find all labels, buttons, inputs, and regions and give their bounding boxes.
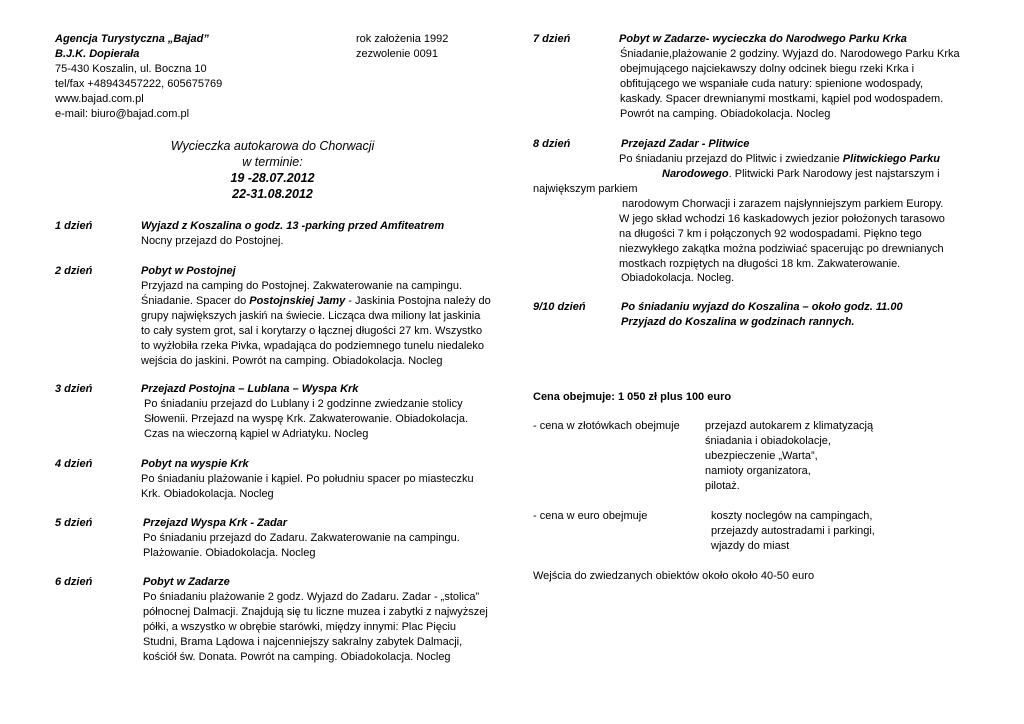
day-text: Studni, Brama Lądowa i najcenniejszy sakralny zabytek Dalmacji, [143,636,463,648]
price-heading: Cena obejmuje: 1 050 zł plus 100 euro [533,391,732,403]
day-heading: Przejazd Zadar - Plitwice [621,138,750,150]
day-heading: Przejazd Wyspa Krk - Zadar [143,517,288,529]
day-label: 3 dzień [55,383,93,395]
day-text: obfitującego we wspaniałe cuda natury: spienione wodospady, [620,78,924,90]
day-text: Nocny przejazd do Postojnej. [141,235,284,247]
title-line: Wycieczka autokarowa do Chorwacji [170,139,375,153]
price-eur-item: koszty noclegów na campingach, [711,510,873,522]
day-heading: Pobyt w Zadarze [143,576,230,588]
day-heading: Pobyt w Zadarze- wycieczka do Narodwego Parku Krka [619,33,907,45]
day-text-part: Po śniadaniu przejazd do Plitwic i zwiedzanie [619,153,843,165]
day-heading: Pobyt na wyspie Krk [141,458,249,470]
day-text: kaskady. Spacer drewnianymi mostkami, kąpiel pod wodospadem. [620,93,944,105]
day-text-part: Śniadanie. Spacer do [141,295,250,307]
day-label: 5 dzień [55,517,93,529]
day-text: grupy największych jaskiń na świecie. Licząca dwa miliony lat jaskinia [141,310,481,322]
price-pln-label: - cena w złotówkach obejmuje [533,420,680,432]
day-label: 8 dzień [533,138,571,150]
entry-fee-note: Wejścia do zwiedzanych obiektów około około 40-50 euro [533,570,815,582]
day-text-highlight: Plitwickiego Parku [842,153,940,165]
day-text: Krk. Obiadokolacja. Nocleg [141,488,274,500]
day-text: Przyjazd na camping do Postojnej. Zakwaterowanie na campingu. [141,280,463,292]
day-text: to cały system grot, sal i korytarzy o łącznej długości 27 km. Wszystko [141,325,483,337]
day-text-part: - Jaskinia Postojna należy do [345,295,491,307]
day-label: 2 dzień [55,265,93,277]
day-text: to wyżłobiła rzeka Pivka, wpadająca do podziemnego tunelu niedaleko [141,340,485,352]
agency-owner: B.J.K. Dopierała [55,48,140,60]
day-label: 6 dzień [55,576,93,588]
price-eur-item: wjazdy do miast [711,540,790,552]
day-heading: Po śniadaniu wyjazd do Koszalina – około godz. 11.00 [621,301,903,313]
price-pln-item: pilotaż. [705,480,740,492]
day-text: Po śniadaniu przejazd do Lublany i 2 godzinne zwiedzanie stolicy [144,398,463,410]
day-text: narodowym Chorwacji i zarazem najsłynniejszym parkiem Europy. [622,198,944,210]
day-text [141,294,491,309]
title-date: 22-31.08.2012 [232,187,313,201]
day-text-highlight: Postojnskiej Jamy [249,295,346,307]
day-text: Po śniadaniu przejazd do Zadaru. Zakwaterowanie na campingu. [143,532,460,544]
day-text: mostkach rozpiętych na długości 18 km. Zakwaterowanie. [619,258,901,270]
price-eur-item: przejazdy autostradami i parkingi, [711,525,875,537]
day-heading: Przejazd Postojna – Lublana – Wyspa Krk [141,383,359,395]
agency-web: www.bajad.com.pl [55,93,144,105]
price-pln-item: śniadania i obiadokolacje, [705,435,831,447]
day-text: Powrót na camping. Obiadokolacja. Nocleg [620,108,831,120]
day-text: półki, a wszystko w obrębie starówki, między innymi: Plac Pięciu [143,621,457,633]
day-text: kościół św. Donata. Powrót na camping. Obiadokolacja. Nocleg [143,651,451,663]
agency-permit: zezwolenie 0091 [356,48,438,60]
title-line: w terminie: [242,155,303,169]
agency-email: e-mail: biuro@bajad.com.pl [55,108,190,120]
day-label: 1 dzień [55,220,93,232]
day-text: W jego skład wchodzi 16 kaskadowych jezior położonych tarasowo [619,213,945,225]
day-text: niezwykłego zakątka można podziwiać spacerując po drewnianych [619,243,944,255]
day-text: Czas na wieczorną kąpiel w Adriatyku. Nocleg [144,428,369,440]
day-text: wejścia do jaskini. Powrót na camping. Obiadokolacja. Nocleg [141,355,443,367]
day-text: na długości 7 km i połączonych 92 wodospadami. Piękno tego [619,228,922,240]
day-heading: Wyjazd z Koszalina o godz. 13 -parking przed Amfiteatrem [141,220,445,232]
day-text: Śniadanie,plażowanie 2 godziny. Wyjazd do. Narodowego Parku Krka [620,48,960,60]
price-pln-item: przejazd autokarem z klimatyzacją [705,420,874,432]
day-text-highlight: Narodowego [662,168,729,180]
day-text: obejmującego najciekawszy dolny odcinek biegu rzeki Krka i [620,63,915,75]
day-text: Przyjazd do Koszalina w godzinach rannych. [621,316,855,328]
agency-phone: tel/fax +48943457222, 605675769 [55,78,223,90]
agency-founded: rok założenia 1992 [356,33,449,45]
price-eur-label: - cena w euro obejmuje [533,510,648,522]
day-text-part: . Plitwicki Park Narodowy jest najstarszym i [728,168,940,180]
day-text: Plażowanie. Obiadokolacja. Nocleg [143,547,316,559]
day-text: Słowenii. Przejazd na wyspę Krk. Zakwaterowanie. Obiadokolacja. [144,413,469,425]
day-text: Obiadokolacja. Nocleg. [621,272,735,284]
day-text [662,167,940,182]
day-label: 7 dzień [533,33,571,45]
day-label: 4 dzień [55,458,93,470]
agency-name: Agencja Turystyczna „Bajad” [55,33,209,45]
day-text: północnej Dalmacji. Znajdują się tu liczne muzea i zabytki z najwyższej [143,606,488,618]
day-text: Po śniadaniu plażowanie i kąpiel. Po południu spacer po miasteczku [141,473,474,485]
day-text: największym parkiem [533,183,638,195]
title-date: 19 -28.07.2012 [230,171,315,185]
day-text [619,152,940,167]
day-text: Po śniadaniu plażowanie 2 godz. Wyjazd do Zadaru. Zadar - „stolica” [143,591,480,603]
day-heading: Pobyt w Postojnej [141,265,236,277]
agency-address: 75-430 Koszalin, ul. Boczna 10 [55,63,207,75]
day-label: 9/10 dzień [533,301,586,313]
price-pln-item: namioty organizatora, [705,465,811,477]
price-pln-item: ubezpieczenie „Warta”, [705,450,818,462]
trip-title [120,138,425,202]
